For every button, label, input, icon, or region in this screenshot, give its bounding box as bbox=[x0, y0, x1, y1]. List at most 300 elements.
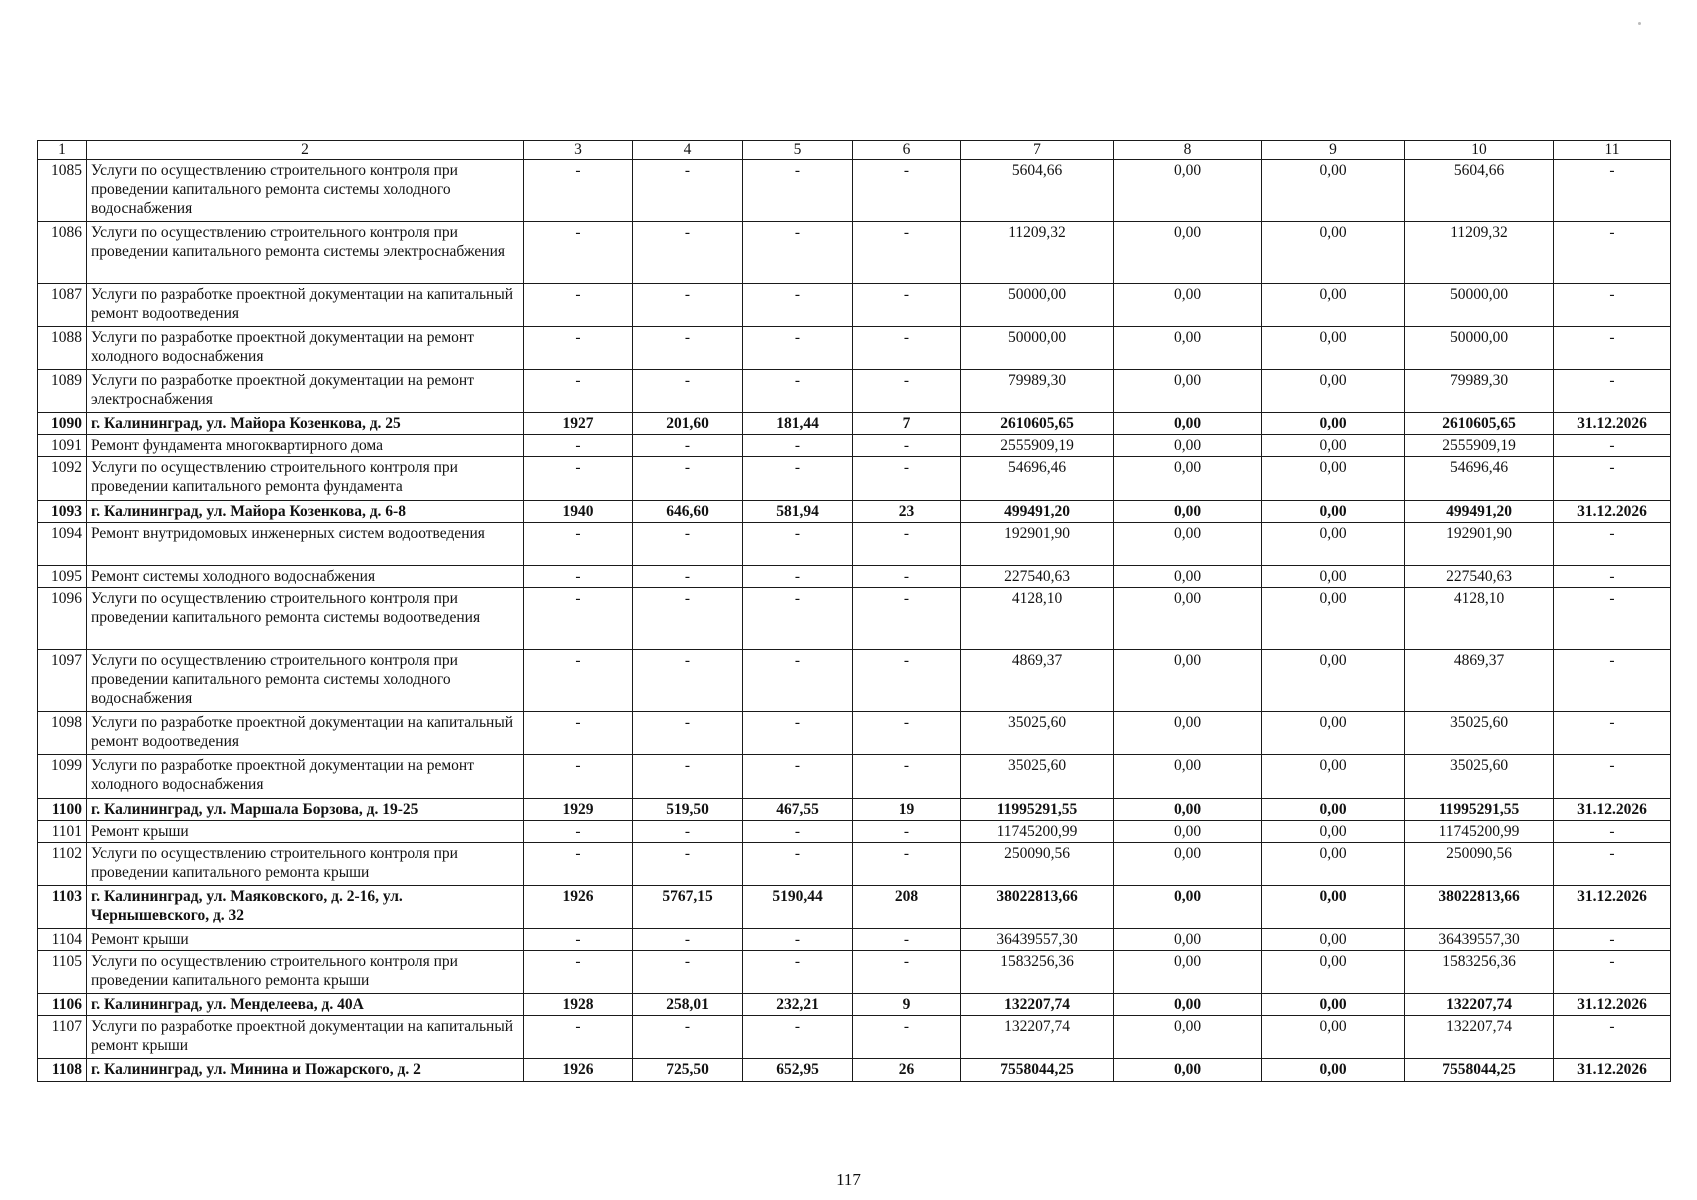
col9-amount-cell: 0,00 bbox=[1262, 501, 1405, 523]
col7-amount-cell: 499491,20 bbox=[961, 501, 1114, 523]
col4-cell: - bbox=[633, 457, 743, 501]
col7-amount-cell: 50000,00 bbox=[961, 327, 1114, 370]
row-number-cell: 1096 bbox=[38, 588, 87, 650]
col8-amount-cell: 0,00 bbox=[1114, 588, 1262, 650]
col7-amount-cell: 4128,10 bbox=[961, 588, 1114, 650]
col3-cell: - bbox=[524, 588, 633, 650]
col6-cell: 19 bbox=[853, 799, 961, 821]
col7-amount-cell: 36439557,30 bbox=[961, 929, 1114, 951]
col5-cell: - bbox=[743, 160, 853, 222]
col7-amount-cell: 35025,60 bbox=[961, 755, 1114, 799]
table-row bbox=[38, 523, 1671, 566]
col9-amount-cell: 0,00 bbox=[1262, 435, 1405, 457]
col8-amount-cell: 0,00 bbox=[1114, 435, 1262, 457]
header-cell-1: 1 bbox=[38, 141, 87, 160]
col10-amount-cell: 50000,00 bbox=[1405, 327, 1554, 370]
col3-cell: - bbox=[524, 929, 633, 951]
row-number-cell: 1099 bbox=[38, 755, 87, 799]
col9-amount-cell: 0,00 bbox=[1262, 1059, 1405, 1082]
col9-amount-cell: 0,00 bbox=[1262, 413, 1405, 435]
col4-cell: 725,50 bbox=[633, 1059, 743, 1082]
table-row bbox=[38, 994, 1671, 1016]
col10-amount-cell: 54696,46 bbox=[1405, 457, 1554, 501]
header-cell-9: 9 bbox=[1262, 141, 1405, 160]
col3-cell: - bbox=[524, 523, 633, 566]
col5-cell: - bbox=[743, 755, 853, 799]
header-cell-7: 7 bbox=[961, 141, 1114, 160]
row-number-cell: 1107 bbox=[38, 1016, 87, 1059]
description-cell: Ремонт фундамента многоквартирного дома bbox=[87, 435, 524, 457]
col9-amount-cell: 0,00 bbox=[1262, 370, 1405, 413]
row-number-cell: 1105 bbox=[38, 951, 87, 994]
table-row bbox=[38, 929, 1671, 951]
description-cell: Услуги по разработке проектной документации на ремонт холодного водоснабжения bbox=[87, 755, 524, 799]
col6-cell: - bbox=[853, 650, 961, 712]
row-number-cell: 1093 bbox=[38, 501, 87, 523]
col8-amount-cell: 0,00 bbox=[1114, 327, 1262, 370]
description-cell: Услуги по осуществлению строительного контроля при проведении капитального ремонта крыши bbox=[87, 843, 524, 886]
col11-date-cell: - bbox=[1554, 523, 1671, 566]
col3-cell: 1940 bbox=[524, 501, 633, 523]
col11-date-cell: - bbox=[1554, 650, 1671, 712]
col4-cell: - bbox=[633, 566, 743, 588]
col10-amount-cell: 50000,00 bbox=[1405, 284, 1554, 327]
col5-cell: - bbox=[743, 370, 853, 413]
row-number-cell: 1092 bbox=[38, 457, 87, 501]
row-number-cell: 1085 bbox=[38, 160, 87, 222]
col11-date-cell: 31.12.2026 bbox=[1554, 413, 1671, 435]
col4-cell: - bbox=[633, 222, 743, 284]
col6-cell: - bbox=[853, 457, 961, 501]
col7-amount-cell: 11209,32 bbox=[961, 222, 1114, 284]
table-row bbox=[38, 1059, 1671, 1082]
description-cell: Услуги по осуществлению строительного контроля при проведении капитального ремонта крыши bbox=[87, 951, 524, 994]
row-number-cell: 1088 bbox=[38, 327, 87, 370]
col11-date-cell: 31.12.2026 bbox=[1554, 994, 1671, 1016]
col9-amount-cell: 0,00 bbox=[1262, 588, 1405, 650]
col5-cell: - bbox=[743, 712, 853, 755]
col10-amount-cell: 132207,74 bbox=[1405, 1016, 1554, 1059]
description-cell: Услуги по разработке проектной документации на ремонт холодного водоснабжения bbox=[87, 327, 524, 370]
col9-amount-cell: 0,00 bbox=[1262, 327, 1405, 370]
col11-date-cell: - bbox=[1554, 435, 1671, 457]
row-number-cell: 1090 bbox=[38, 413, 87, 435]
description-cell: г. Калининград, ул. Менделеева, д. 40А bbox=[87, 994, 524, 1016]
description-cell: Ремонт крыши bbox=[87, 821, 524, 843]
col8-amount-cell: 0,00 bbox=[1114, 951, 1262, 994]
table-row bbox=[38, 712, 1671, 755]
col8-amount-cell: 0,00 bbox=[1114, 843, 1262, 886]
description-cell: Услуги по разработке проектной документации на капитальный ремонт водоотведения bbox=[87, 284, 524, 327]
row-number-cell: 1104 bbox=[38, 929, 87, 951]
col4-cell: - bbox=[633, 327, 743, 370]
table-row bbox=[38, 650, 1671, 712]
col7-amount-cell: 132207,74 bbox=[961, 1016, 1114, 1059]
col6-cell: - bbox=[853, 370, 961, 413]
description-cell: Ремонт внутридомовых инженерных систем водоотведения bbox=[87, 523, 524, 566]
col5-cell: - bbox=[743, 457, 853, 501]
col9-amount-cell: 0,00 bbox=[1262, 523, 1405, 566]
col5-cell: - bbox=[743, 929, 853, 951]
col9-amount-cell: 0,00 bbox=[1262, 843, 1405, 886]
col6-cell: - bbox=[853, 284, 961, 327]
col10-amount-cell: 35025,60 bbox=[1405, 755, 1554, 799]
col8-amount-cell: 0,00 bbox=[1114, 821, 1262, 843]
col6-cell: 7 bbox=[853, 413, 961, 435]
table-row bbox=[38, 588, 1671, 650]
col9-amount-cell: 0,00 bbox=[1262, 284, 1405, 327]
col11-date-cell: - bbox=[1554, 284, 1671, 327]
col8-amount-cell: 0,00 bbox=[1114, 284, 1262, 327]
col7-amount-cell: 5604,66 bbox=[961, 160, 1114, 222]
row-number-cell: 1089 bbox=[38, 370, 87, 413]
col8-amount-cell: 0,00 bbox=[1114, 1059, 1262, 1082]
table-row bbox=[38, 1016, 1671, 1059]
header-cell-4: 4 bbox=[633, 141, 743, 160]
header-row bbox=[38, 141, 1671, 160]
table-row bbox=[38, 566, 1671, 588]
col10-amount-cell: 227540,63 bbox=[1405, 566, 1554, 588]
col10-amount-cell: 2555909,19 bbox=[1405, 435, 1554, 457]
col4-cell: - bbox=[633, 951, 743, 994]
col3-cell: - bbox=[524, 821, 633, 843]
col10-amount-cell: 192901,90 bbox=[1405, 523, 1554, 566]
col7-amount-cell: 79989,30 bbox=[961, 370, 1114, 413]
description-cell: Ремонт крыши bbox=[87, 929, 524, 951]
col3-cell: - bbox=[524, 566, 633, 588]
col5-cell: - bbox=[743, 222, 853, 284]
col8-amount-cell: 0,00 bbox=[1114, 160, 1262, 222]
col6-cell: - bbox=[853, 566, 961, 588]
row-number-cell: 1103 bbox=[38, 886, 87, 929]
header-cell-3: 3 bbox=[524, 141, 633, 160]
col5-cell: - bbox=[743, 284, 853, 327]
col5-cell: - bbox=[743, 566, 853, 588]
col8-amount-cell: 0,00 bbox=[1114, 755, 1262, 799]
description-cell: г. Калининград, ул. Маяковского, д. 2-16, ул. Чернышевского, д. 32 bbox=[87, 886, 524, 929]
col7-amount-cell: 38022813,66 bbox=[961, 886, 1114, 929]
table-row bbox=[38, 370, 1671, 413]
description-cell: г. Калининград, ул. Майора Козенкова, д. 25 bbox=[87, 413, 524, 435]
table-row bbox=[38, 886, 1671, 929]
col3-cell: - bbox=[524, 843, 633, 886]
col7-amount-cell: 35025,60 bbox=[961, 712, 1114, 755]
col6-cell: - bbox=[853, 712, 961, 755]
col7-amount-cell: 7558044,25 bbox=[961, 1059, 1114, 1082]
col6-cell: - bbox=[853, 160, 961, 222]
col10-amount-cell: 11745200,99 bbox=[1405, 821, 1554, 843]
table-row bbox=[38, 413, 1671, 435]
col6-cell: - bbox=[853, 755, 961, 799]
col6-cell: - bbox=[853, 327, 961, 370]
col3-cell: - bbox=[524, 951, 633, 994]
col10-amount-cell: 11209,32 bbox=[1405, 222, 1554, 284]
col4-cell: - bbox=[633, 284, 743, 327]
col3-cell: - bbox=[524, 327, 633, 370]
header-cell-11: 11 bbox=[1554, 141, 1671, 160]
col5-cell: - bbox=[743, 327, 853, 370]
description-cell: Услуги по осуществлению строительного контроля при проведении капитального ремонта системы электроснабжения bbox=[87, 222, 524, 284]
col4-cell: 519,50 bbox=[633, 799, 743, 821]
col10-amount-cell: 79989,30 bbox=[1405, 370, 1554, 413]
col3-cell: 1927 bbox=[524, 413, 633, 435]
col8-amount-cell: 0,00 bbox=[1114, 799, 1262, 821]
table-row bbox=[38, 501, 1671, 523]
col11-date-cell: 31.12.2026 bbox=[1554, 799, 1671, 821]
col7-amount-cell: 2610605,65 bbox=[961, 413, 1114, 435]
table-row bbox=[38, 843, 1671, 886]
col7-amount-cell: 11995291,55 bbox=[961, 799, 1114, 821]
col11-date-cell: - bbox=[1554, 1016, 1671, 1059]
table-row bbox=[38, 799, 1671, 821]
col5-cell: - bbox=[743, 843, 853, 886]
row-number-cell: 1094 bbox=[38, 523, 87, 566]
col3-cell: - bbox=[524, 650, 633, 712]
col10-amount-cell: 11995291,55 bbox=[1405, 799, 1554, 821]
header-cell-6: 6 bbox=[853, 141, 961, 160]
col4-cell: - bbox=[633, 821, 743, 843]
row-number-cell: 1095 bbox=[38, 566, 87, 588]
col4-cell: 258,01 bbox=[633, 994, 743, 1016]
header-cell-5: 5 bbox=[743, 141, 853, 160]
col3-cell: - bbox=[524, 457, 633, 501]
description-cell: г. Калининград, ул. Маршала Борзова, д. 19-25 bbox=[87, 799, 524, 821]
table-row bbox=[38, 821, 1671, 843]
col8-amount-cell: 0,00 bbox=[1114, 413, 1262, 435]
col9-amount-cell: 0,00 bbox=[1262, 951, 1405, 994]
col7-amount-cell: 11745200,99 bbox=[961, 821, 1114, 843]
col8-amount-cell: 0,00 bbox=[1114, 566, 1262, 588]
col7-amount-cell: 4869,37 bbox=[961, 650, 1114, 712]
col9-amount-cell: 0,00 bbox=[1262, 821, 1405, 843]
col11-date-cell: 31.12.2026 bbox=[1554, 501, 1671, 523]
col5-cell: - bbox=[743, 1016, 853, 1059]
col10-amount-cell: 499491,20 bbox=[1405, 501, 1554, 523]
col3-cell: - bbox=[524, 222, 633, 284]
col7-amount-cell: 50000,00 bbox=[961, 284, 1114, 327]
col8-amount-cell: 0,00 bbox=[1114, 457, 1262, 501]
col7-amount-cell: 132207,74 bbox=[961, 994, 1114, 1016]
col6-cell: - bbox=[853, 222, 961, 284]
col4-cell: - bbox=[633, 929, 743, 951]
repair-program-table bbox=[37, 140, 1671, 1082]
col3-cell: - bbox=[524, 755, 633, 799]
col5-cell: - bbox=[743, 951, 853, 994]
col3-cell: - bbox=[524, 435, 633, 457]
description-cell: г. Калининград, ул. Майора Козенкова, д. 6-8 bbox=[87, 501, 524, 523]
col9-amount-cell: 0,00 bbox=[1262, 457, 1405, 501]
table-row bbox=[38, 222, 1671, 284]
col3-cell: 1926 bbox=[524, 1059, 633, 1082]
col4-cell: 201,60 bbox=[633, 413, 743, 435]
col9-amount-cell: 0,00 bbox=[1262, 994, 1405, 1016]
col6-cell: - bbox=[853, 588, 961, 650]
header-cell-8: 8 bbox=[1114, 141, 1262, 160]
col8-amount-cell: 0,00 bbox=[1114, 712, 1262, 755]
col11-date-cell: 31.12.2026 bbox=[1554, 886, 1671, 929]
col10-amount-cell: 7558044,25 bbox=[1405, 1059, 1554, 1082]
col5-cell: 652,95 bbox=[743, 1059, 853, 1082]
col3-cell: - bbox=[524, 712, 633, 755]
col11-date-cell: - bbox=[1554, 370, 1671, 413]
col4-cell: - bbox=[633, 650, 743, 712]
row-number-cell: 1102 bbox=[38, 843, 87, 886]
table-row bbox=[38, 160, 1671, 222]
description-cell: Услуги по разработке проектной документации на ремонт электроснабжения bbox=[87, 370, 524, 413]
col7-amount-cell: 192901,90 bbox=[961, 523, 1114, 566]
col4-cell: - bbox=[633, 588, 743, 650]
col3-cell: 1928 bbox=[524, 994, 633, 1016]
table-row bbox=[38, 755, 1671, 799]
row-number-cell: 1097 bbox=[38, 650, 87, 712]
col7-amount-cell: 250090,56 bbox=[961, 843, 1114, 886]
table-row bbox=[38, 435, 1671, 457]
col4-cell: - bbox=[633, 1016, 743, 1059]
header-cell-2: 2 bbox=[87, 141, 524, 160]
col8-amount-cell: 0,00 bbox=[1114, 501, 1262, 523]
description-cell: г. Калининград, ул. Минина и Пожарского, д. 2 bbox=[87, 1059, 524, 1082]
col11-date-cell: - bbox=[1554, 821, 1671, 843]
col5-cell: - bbox=[743, 588, 853, 650]
col10-amount-cell: 5604,66 bbox=[1405, 160, 1554, 222]
table-row bbox=[38, 457, 1671, 501]
col8-amount-cell: 0,00 bbox=[1114, 994, 1262, 1016]
row-number-cell: 1100 bbox=[38, 799, 87, 821]
col11-date-cell: - bbox=[1554, 222, 1671, 284]
col8-amount-cell: 0,00 bbox=[1114, 886, 1262, 929]
table-row bbox=[38, 951, 1671, 994]
col8-amount-cell: 0,00 bbox=[1114, 222, 1262, 284]
col10-amount-cell: 250090,56 bbox=[1405, 843, 1554, 886]
col11-date-cell: - bbox=[1554, 951, 1671, 994]
row-number-cell: 1087 bbox=[38, 284, 87, 327]
col4-cell: - bbox=[633, 755, 743, 799]
description-cell: Услуги по разработке проектной документации на капитальный ремонт крыши bbox=[87, 1016, 524, 1059]
row-number-cell: 1098 bbox=[38, 712, 87, 755]
description-cell: Услуги по разработке проектной документации на капитальный ремонт водоотведения bbox=[87, 712, 524, 755]
col8-amount-cell: 0,00 bbox=[1114, 523, 1262, 566]
col10-amount-cell: 4128,10 bbox=[1405, 588, 1554, 650]
col3-cell: 1929 bbox=[524, 799, 633, 821]
col3-cell: - bbox=[524, 1016, 633, 1059]
col4-cell: - bbox=[633, 370, 743, 413]
col6-cell: 26 bbox=[853, 1059, 961, 1082]
description-cell: Услуги по осуществлению строительного контроля при проведении капитального ремонта системы водоотведения bbox=[87, 588, 524, 650]
description-cell: Услуги по осуществлению строительного контроля при проведении капитального ремонта системы холодного водоснабжения bbox=[87, 650, 524, 712]
col7-amount-cell: 227540,63 bbox=[961, 566, 1114, 588]
col5-cell: 467,55 bbox=[743, 799, 853, 821]
col5-cell: - bbox=[743, 650, 853, 712]
col10-amount-cell: 132207,74 bbox=[1405, 994, 1554, 1016]
col4-cell: 646,60 bbox=[633, 501, 743, 523]
scan-speck bbox=[1638, 22, 1641, 25]
col6-cell: - bbox=[853, 523, 961, 566]
col6-cell: 23 bbox=[853, 501, 961, 523]
col3-cell: 1926 bbox=[524, 886, 633, 929]
col9-amount-cell: 0,00 bbox=[1262, 755, 1405, 799]
description-cell: Услуги по осуществлению строительного контроля при проведении капитального ремонта фундамента bbox=[87, 457, 524, 501]
col9-amount-cell: 0,00 bbox=[1262, 886, 1405, 929]
col9-amount-cell: 0,00 bbox=[1262, 650, 1405, 712]
col3-cell: - bbox=[524, 370, 633, 413]
col5-cell: 232,21 bbox=[743, 994, 853, 1016]
col11-date-cell: - bbox=[1554, 843, 1671, 886]
col11-date-cell: - bbox=[1554, 566, 1671, 588]
col11-date-cell: - bbox=[1554, 929, 1671, 951]
col11-date-cell: 31.12.2026 bbox=[1554, 1059, 1671, 1082]
row-number-cell: 1091 bbox=[38, 435, 87, 457]
col4-cell: - bbox=[633, 712, 743, 755]
col4-cell: - bbox=[633, 435, 743, 457]
row-number-cell: 1106 bbox=[38, 994, 87, 1016]
page-number: 117 bbox=[836, 1170, 861, 1189]
col11-date-cell: - bbox=[1554, 588, 1671, 650]
col10-amount-cell: 38022813,66 bbox=[1405, 886, 1554, 929]
col6-cell: - bbox=[853, 929, 961, 951]
col9-amount-cell: 0,00 bbox=[1262, 799, 1405, 821]
col11-date-cell: - bbox=[1554, 755, 1671, 799]
col3-cell: - bbox=[524, 160, 633, 222]
description-cell: Услуги по осуществлению строительного контроля при проведении капитального ремонта системы холодного водоснабжения bbox=[87, 160, 524, 222]
col11-date-cell: - bbox=[1554, 457, 1671, 501]
col9-amount-cell: 0,00 bbox=[1262, 929, 1405, 951]
col6-cell: - bbox=[853, 821, 961, 843]
col9-amount-cell: 0,00 bbox=[1262, 222, 1405, 284]
col10-amount-cell: 2610605,65 bbox=[1405, 413, 1554, 435]
row-number-cell: 1108 bbox=[38, 1059, 87, 1082]
col5-cell: - bbox=[743, 523, 853, 566]
col10-amount-cell: 36439557,30 bbox=[1405, 929, 1554, 951]
header-cell-10: 10 bbox=[1405, 141, 1554, 160]
row-number-cell: 1101 bbox=[38, 821, 87, 843]
col5-cell: - bbox=[743, 435, 853, 457]
col9-amount-cell: 0,00 bbox=[1262, 1016, 1405, 1059]
col8-amount-cell: 0,00 bbox=[1114, 370, 1262, 413]
col11-date-cell: - bbox=[1554, 712, 1671, 755]
col6-cell: - bbox=[853, 951, 961, 994]
table-row bbox=[38, 284, 1671, 327]
col8-amount-cell: 0,00 bbox=[1114, 929, 1262, 951]
col6-cell: - bbox=[853, 435, 961, 457]
col6-cell: - bbox=[853, 843, 961, 886]
col5-cell: 181,44 bbox=[743, 413, 853, 435]
row-number-cell: 1086 bbox=[38, 222, 87, 284]
col7-amount-cell: 2555909,19 bbox=[961, 435, 1114, 457]
col5-cell: 581,94 bbox=[743, 501, 853, 523]
col9-amount-cell: 0,00 bbox=[1262, 566, 1405, 588]
col6-cell: - bbox=[853, 1016, 961, 1059]
col4-cell: - bbox=[633, 843, 743, 886]
col11-date-cell: - bbox=[1554, 160, 1671, 222]
col10-amount-cell: 4869,37 bbox=[1405, 650, 1554, 712]
col6-cell: 208 bbox=[853, 886, 961, 929]
col4-cell: 5767,15 bbox=[633, 886, 743, 929]
col4-cell: - bbox=[633, 523, 743, 566]
table-body bbox=[38, 141, 1671, 1082]
col7-amount-cell: 1583256,36 bbox=[961, 951, 1114, 994]
col8-amount-cell: 0,00 bbox=[1114, 650, 1262, 712]
col7-amount-cell: 54696,46 bbox=[961, 457, 1114, 501]
col8-amount-cell: 0,00 bbox=[1114, 1016, 1262, 1059]
col4-cell: - bbox=[633, 160, 743, 222]
col5-cell: 5190,44 bbox=[743, 886, 853, 929]
col10-amount-cell: 35025,60 bbox=[1405, 712, 1554, 755]
col11-date-cell: - bbox=[1554, 327, 1671, 370]
col6-cell: 9 bbox=[853, 994, 961, 1016]
col3-cell: - bbox=[524, 284, 633, 327]
description-cell: Ремонт системы холодного водоснабжения bbox=[87, 566, 524, 588]
col10-amount-cell: 1583256,36 bbox=[1405, 951, 1554, 994]
